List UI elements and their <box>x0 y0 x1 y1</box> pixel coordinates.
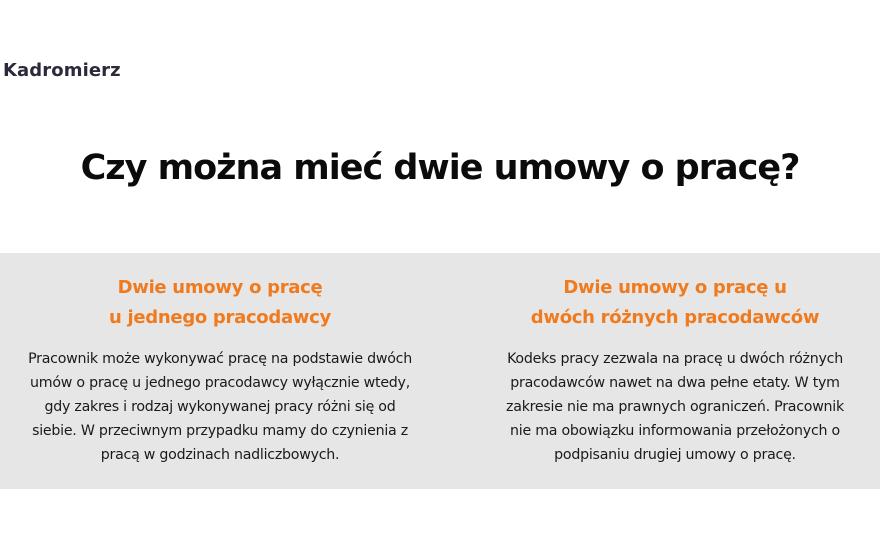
text-line: umów o pracę u jednego pracodawcy wyłącznie wtedy, <box>30 375 410 391</box>
column-different-employers <box>470 273 880 467</box>
title-line: Dwie umowy o pracę u <box>563 277 787 298</box>
brand-logo-text[interactable]: Kadromierz <box>3 60 121 81</box>
column-title-different-employers <box>470 273 880 333</box>
comparison-panel <box>0 253 880 489</box>
title-line: u jednego pracodawcy <box>109 307 331 328</box>
title-line: Dwie umowy o pracę <box>117 277 323 298</box>
column-text-different-employers <box>470 347 880 467</box>
title-line: dwóch różnych pracodawców <box>530 307 820 328</box>
text-line: nie ma obowiązku informowania przełożonych o <box>510 423 840 439</box>
text-line: siebie. W przeciwnym przypadku mamy do czynienia z <box>32 423 408 439</box>
column-title-same-employer <box>0 273 440 333</box>
text-line: Pracownik może wykonywać pracę na podstawie dwóch <box>28 351 412 367</box>
text-line: pracodawców nawet na dwa pełne etaty. W tym <box>510 375 840 391</box>
text-line: zakresie nie ma prawnych ograniczeń. Pracownik <box>506 399 844 415</box>
text-line: podpisaniu drugiej umowy o pracę. <box>554 447 796 463</box>
text-line: Kodeks pracy zezwala na pracę u dwóch różnych <box>507 351 843 367</box>
text-line: gdy zakres i rodzaj wykonywanej pracy różni się od <box>44 399 396 415</box>
column-text-same-employer <box>0 347 440 467</box>
text-line: pracą w godzinach nadliczbowych. <box>100 447 340 463</box>
column-same-employer <box>0 273 440 467</box>
page-title: Czy można mieć dwie umowy o pracę? <box>80 148 800 188</box>
